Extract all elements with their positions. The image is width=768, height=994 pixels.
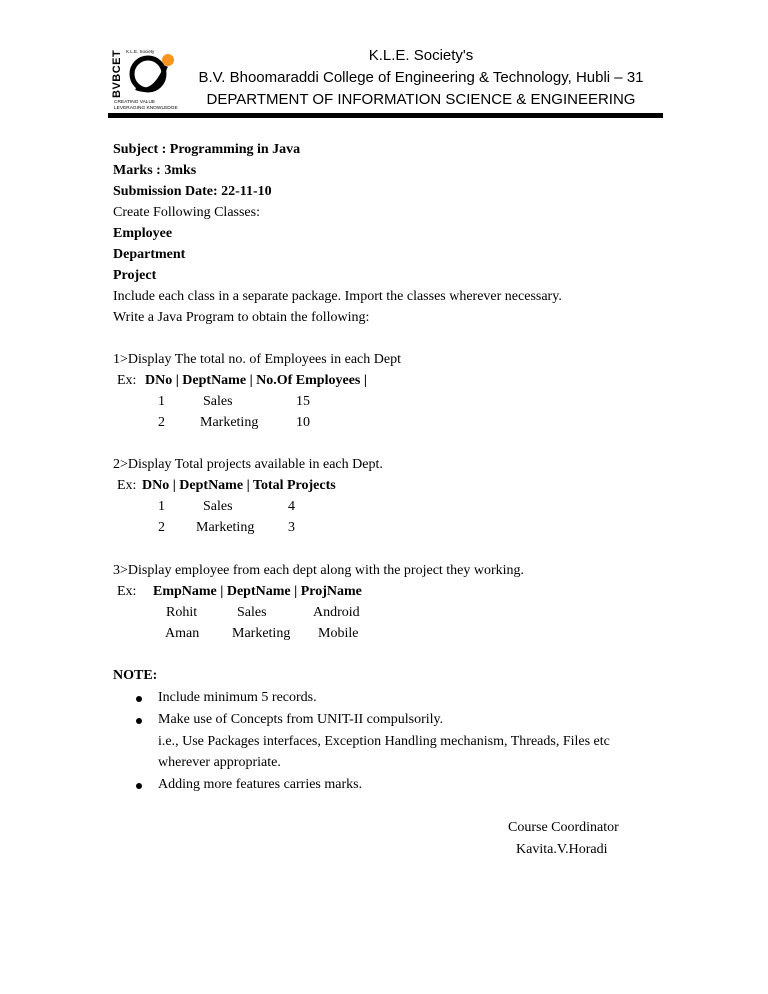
q2-row1-dept: Sales	[203, 499, 233, 514]
q2-ex-label: Ex:	[117, 478, 137, 493]
q2-row1-projects: 4	[288, 499, 295, 514]
q2-row2-projects: 3	[288, 520, 295, 535]
note-item-concepts: Make use of Concepts from UNIT-II compulsorily.	[158, 712, 444, 727]
signature-name: Kavita.V.Horadi	[516, 842, 608, 857]
logo-tagline-2: LEVERAGING KNOWLEDGE	[114, 106, 178, 110]
class-employee: Employee	[113, 226, 173, 241]
class-project: Project	[113, 268, 157, 283]
signature-role: Course Coordinator	[508, 820, 619, 835]
logo-orange-dot	[162, 54, 174, 66]
note-item-concepts-detail-2: wherever appropriate.	[158, 755, 281, 770]
logo-top-text: K.L.E. Society	[126, 49, 155, 54]
q3-ex-label: Ex:	[117, 584, 137, 599]
q1-row2-dno: 2	[158, 415, 165, 430]
q3-row1-dept: Sales	[237, 605, 267, 620]
logo-ring	[132, 58, 164, 90]
q1-row1-count: 15	[296, 394, 310, 409]
bullet-icon	[136, 783, 142, 789]
q3-row2-emp: Aman	[165, 626, 200, 641]
logo-vertical-text: BVBCET	[111, 49, 123, 98]
q3-row1-proj: Android	[313, 605, 360, 620]
intro-text: Create Following Classes:	[113, 205, 260, 220]
q2-header: DNo | DeptName | Total Projects	[142, 478, 336, 493]
q1-header: DNo | DeptName | No.Of Employees |	[145, 373, 367, 388]
header-department: DEPARTMENT OF INFORMATION SCIENCE & ENGINEERING	[206, 91, 636, 108]
q1-ex-label: Ex:	[117, 373, 137, 388]
header-rule	[108, 113, 663, 118]
q2-row1-dno: 1	[158, 499, 165, 514]
q3-header: EmpName | DeptName | ProjName	[153, 584, 362, 599]
q1-row2-dept: Marketing	[200, 415, 259, 430]
note-item-records: Include minimum 5 records.	[158, 690, 317, 705]
class-department: Department	[113, 247, 186, 262]
instruction-packages: Include each class in a separate package. Import the classes wherever necessary.	[113, 289, 562, 304]
q3-row2-proj: Mobile	[318, 626, 359, 641]
q2-title: 2>Display Total projects available in each Dept.	[113, 457, 383, 472]
q1-title: 1>Display The total no. of Employees in each Dept	[113, 352, 401, 367]
logo-tagline-1: CREATING VALUE	[114, 100, 156, 105]
note-item-concepts-detail: i.e., Use Packages interfaces, Exception Handling mechanism, Threads, Files etc	[158, 734, 610, 749]
note-item-features: Adding more features carries marks.	[158, 777, 363, 792]
subject-line: Subject : Programming in Java	[113, 142, 301, 157]
submission-date: Submission Date: 22-11-10	[113, 184, 272, 199]
bullet-icon	[136, 696, 142, 702]
header-college: B.V. Bhoomaraddi College of Engineering & Technology, Hubli – 31	[198, 69, 644, 86]
marks-line: Marks : 3mks	[113, 163, 197, 178]
q1-row1-dept: Sales	[203, 394, 233, 409]
q3-row1-emp: Rohit	[166, 605, 198, 620]
q3-title: 3>Display employee from each dept along with the project they working.	[113, 563, 525, 578]
q2-row2-dno: 2	[158, 520, 165, 535]
q2-row2-dept: Marketing	[196, 520, 255, 535]
q1-row2-count: 10	[296, 415, 310, 430]
bullet-icon	[136, 718, 142, 724]
note-title: NOTE:	[113, 668, 158, 683]
q1-row1-dno: 1	[158, 394, 165, 409]
header-society: K.L.E. Society's	[368, 47, 474, 64]
college-logo	[108, 48, 180, 110]
q3-row2-dept: Marketing	[232, 626, 291, 641]
instruction-program: Write a Java Program to obtain the following:	[113, 310, 370, 325]
